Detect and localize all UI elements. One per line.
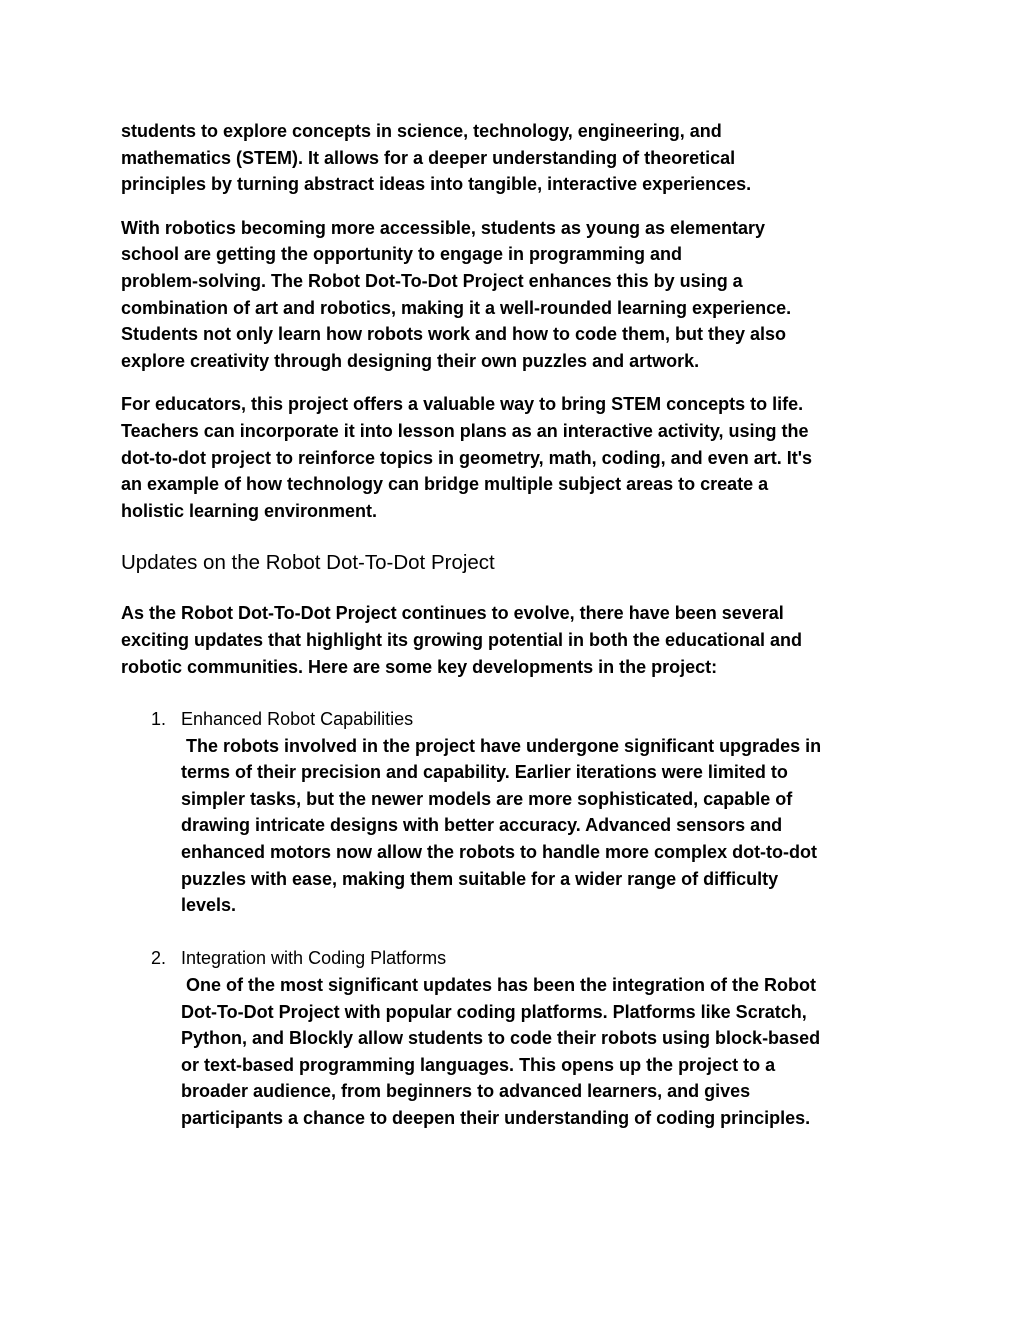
update-body-line: or text-based programming languages. This opens up the project to a	[181, 1054, 776, 1075]
update-title: Enhanced Robot Capabilities	[181, 709, 414, 730]
intro-line: mathematics (STEM). It allows for a deeper understanding of theoretical	[121, 147, 736, 168]
intro-line: principles by turning abstract ideas into tangible, interactive experiences.	[121, 174, 752, 195]
list-number: 1.	[151, 709, 167, 730]
robotics-paragraph	[121, 215, 911, 375]
educators-line: holistic learning environment.	[121, 500, 378, 521]
update-body-line: participants a chance to deepen their understanding of coding principles.	[181, 1108, 811, 1128]
section-intro-line: exciting updates that highlight its growing potential in both the educational and	[121, 629, 802, 650]
intro-paragraph	[121, 118, 911, 198]
robotics-line: Students not only learn how robots work and how to code them, but they also	[121, 324, 787, 345]
robotics-line: combination of art and robotics, making it a well-rounded learning experience.	[121, 297, 792, 318]
update-body-line: drawing intricate designs with better accuracy. Advanced sensors and	[181, 815, 783, 836]
educators-paragraph	[121, 391, 911, 524]
update-body-line: Python, and Blockly allow students to code their robots using block-based	[181, 1028, 821, 1049]
update-body-line: terms of their precision and capability. Earlier iterations were limited to	[181, 762, 788, 783]
update-body-line: puzzles with ease, making them suitable for a wider range of difficulty	[181, 868, 779, 889]
educators-line: Teachers can incorporate it into lesson plans as an interactive activity, using the	[121, 420, 809, 441]
robotics-line: With robotics becoming more accessible, students as young as elementary	[121, 217, 766, 238]
update-body-line: levels.	[181, 895, 237, 916]
robotics-line: explore creativity through designing their own puzzles and artwork.	[121, 350, 700, 371]
robotics-line: problem-solving. The Robot Dot-To-Dot Project enhances this by using a	[121, 270, 743, 291]
educators-line: For educators, this project offers a valuable way to bring STEM concepts to life.	[121, 394, 804, 415]
document-page	[121, 118, 911, 1158]
section-heading: Updates on the Robot Dot-To-Dot Project	[121, 551, 495, 575]
update-body-line: enhanced motors now allow the robots to handle more complex dot-to-dot	[181, 842, 818, 863]
update-item	[121, 945, 911, 1131]
update-title: Integration with Coding Platforms	[181, 948, 447, 969]
educators-line: an example of how technology can bridge multiple subject areas to create a	[121, 474, 769, 495]
update-body-line: broader audience, from beginners to advanced learners, and gives	[181, 1081, 751, 1102]
section-intro-paragraph	[121, 600, 911, 680]
section-intro-line: As the Robot Dot-To-Dot Project continues to evolve, there have been several	[121, 603, 784, 624]
update-body-line: One of the most significant updates has been the integration of the Robot	[181, 975, 817, 996]
list-number: 2.	[151, 948, 167, 969]
robotics-line: school are getting the opportunity to engage in programming and	[121, 244, 683, 265]
intro-line: students to explore concepts in science, technology, engineering, and	[121, 121, 722, 141]
update-body-line: The robots involved in the project have undergone significant upgrades in	[181, 735, 822, 756]
educators-line: dot-to-dot project to reinforce topics in geometry, math, coding, and even art. It's	[121, 447, 813, 468]
section-intro-line: robotic communities. Here are some key developments in the project:	[121, 656, 718, 677]
update-body-line: simpler tasks, but the newer models are more sophisticated, capable of	[181, 788, 793, 809]
update-body-line: Dot-To-Dot Project with popular coding platforms. Platforms like Scratch,	[181, 1001, 807, 1022]
updates-list	[121, 706, 911, 1132]
update-item	[121, 706, 911, 919]
